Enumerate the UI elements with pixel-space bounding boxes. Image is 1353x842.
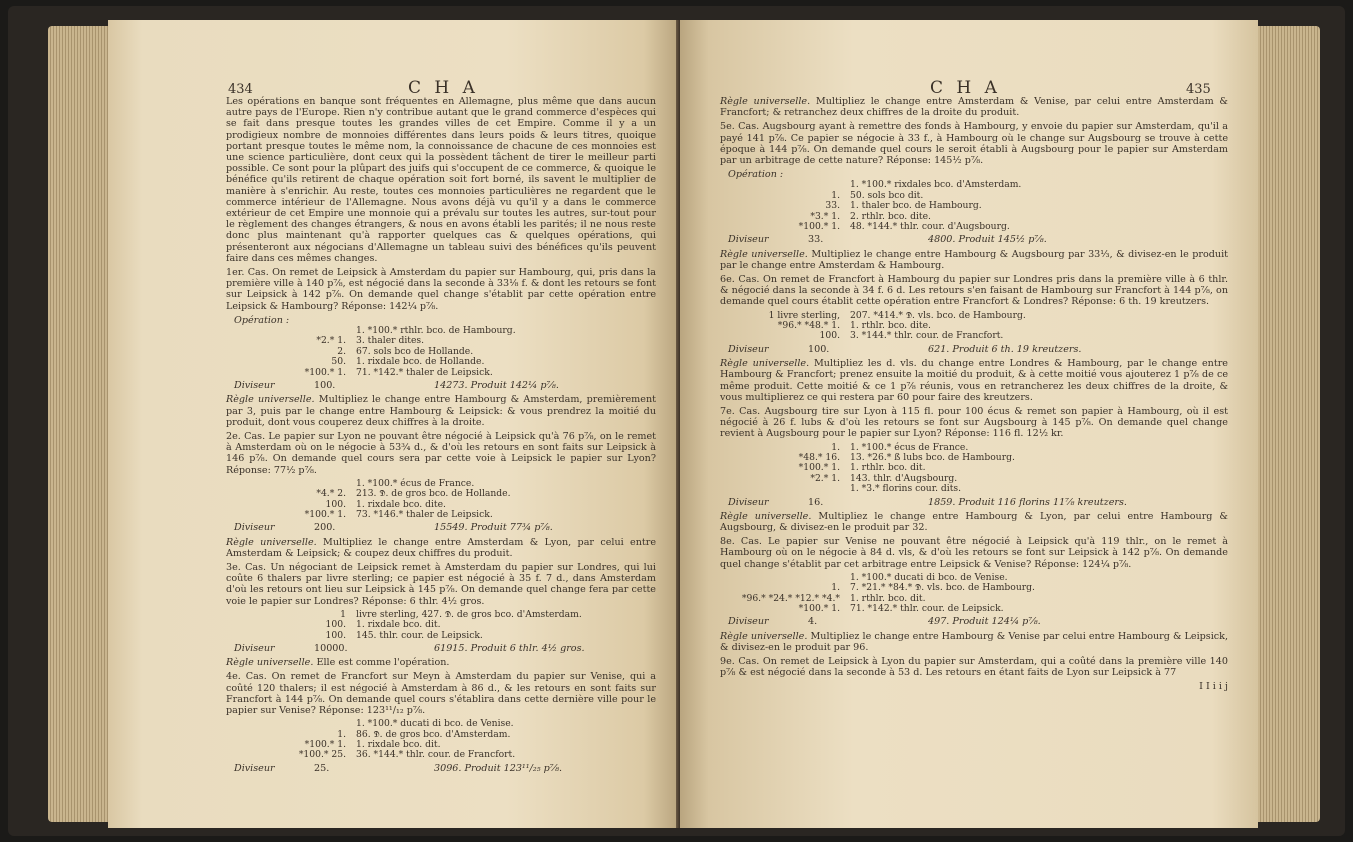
calc-factor: *100.* 25. (298, 749, 346, 761)
product-value: 15549. Produit 77¾ p⅞. (434, 522, 553, 534)
calc-factor: *48.* 16. (798, 451, 840, 463)
calc-row (226, 610, 656, 620)
calc-term: 73. *146.* thaler de Leipsick. (356, 508, 493, 520)
case-paragraph: 3e. Cas. Un négociant de Leipsick remet à Amsterdam du papier sur Londres, qui lui coûte 6 thalers par livre sterling; ce papier est négocié à 35 f. 7 d., dans Amsterdam d'où les retours ont lieu sur Leipsick à 145 p⅞. On demande quel change fera par cette voie le papier sur Londres? Réponse: 6 thlr. 4½ gros. (226, 561, 656, 607)
intro-paragraph: Les opérations en banque sont fréquentes en Allemagne, plus même que dans aucun autre pays de l'Europe. Rien n'y contribue autant que le grand commerce d'espèces qui se fait dans presque toutes les grandes villes de cet Empire. Comme il y a un prodigieux nombre de monnoies différentes dans leurs poids & leurs titres, quoique portant presque toutes le même nom, la connoissance de chacune de ces monnoies est une science particulière, dont ceux qui la possèdent tâchent de tirer le meilleur parti possible. Ce sont pour la plûpart des juifs qui s'occupent de ce commerce, & quoique le bénéfice qu'ils retirent de chaque opération soit fort borné, ils savent le multiplier de manière à s'enrichir. Au reste, toutes ces monnoies particulières ne regardent que le commerce intérieur de l'Allemagne. Nous avons déjà vu qu'il y a dans le commerce extérieur de cet Empire une monnoie qui a prévalu sur toutes les autres, sur-tout pour le règlement des changes étrangers, & nous en avons établi les parités; il ne nous reste donc plus maintenant qu'à rapporter quelques cas & quelques opérations, qui présenteront aux négocians d'Allemagne un tableau suivi des bénéfices qu'ils peuvent faire dans ces mêmes changes. (226, 96, 656, 264)
calc-factor: 1. (831, 582, 840, 594)
calc-term: livre sterling, 427. 𝕯. de gros bco. d'Amsterdam. (356, 608, 582, 620)
product-value: 497. Produit 124¼ p⅞. (928, 616, 1041, 628)
calc-factor: *96.* *48.* 1. (777, 320, 840, 332)
calc-term: 145. thlr. cour. de Leipsick. (356, 629, 483, 641)
calc-row (720, 453, 1228, 463)
operation-label: Opération : (234, 314, 290, 326)
calculation-block (720, 311, 1228, 342)
calc-term: 1. *100.* écus de France. (356, 477, 475, 489)
calc-factor: 1. (831, 441, 840, 453)
divisor-label: Diviseur (728, 343, 769, 355)
divisor-label: Diviseur (728, 616, 769, 628)
rule-label: Règle universelle. (226, 394, 315, 406)
calc-factor: 100. (325, 629, 346, 641)
rule-paragraph (226, 394, 656, 428)
calc-row (720, 474, 1228, 484)
rule-label: Règle universelle. (226, 536, 317, 548)
calc-factor: *96.* *24.* *12.* *4.* (741, 592, 840, 604)
divisor-label: Diviseur (234, 380, 275, 392)
calc-factor: 33. (825, 200, 840, 212)
calc-factor: 2. (337, 345, 346, 357)
calculation-block (720, 443, 1228, 495)
divisor-value: 10000. (314, 642, 348, 654)
calc-term: 7. *21.* *84.* 𝕯. vls. bco. de Hambourg. (850, 582, 1035, 594)
calc-term: 2. rthlr. bco. dite. (850, 210, 931, 222)
calc-row (226, 326, 656, 336)
rule-label: Règle universelle. (226, 657, 314, 669)
calc-row (226, 368, 656, 378)
rule-paragraph (720, 96, 1228, 118)
divisor-value: 33. (808, 234, 824, 246)
product-value: 1859. Produit 116 florins 11⅞ kreutzers. (928, 496, 1127, 508)
page-number: 434 (228, 82, 253, 97)
rule-text: Multipliez le change entre Amsterdam & Venise, par celui entre Amsterdam & Francfort; & retranchez deux chiffres de la droite du produit. (720, 96, 1228, 119)
product-value: 3096. Produit 123¹¹/₂₅ p⅞. (434, 762, 563, 774)
case-paragraph: 9e. Cas. On remet de Leipsick à Lyon du papier sur Amsterdam, qui a coûté dans la première ville 140 p⅞ & est négocié dans la seconde à 53 d. Les retours en étant faits de Lyon sur Leipsick à 77 (720, 656, 1228, 679)
calc-term: 1. *100.* rixdales bco. d'Amsterdam. (850, 179, 1022, 191)
rule-label: Règle universelle. (720, 510, 812, 522)
calc-term: 1. thaler bco. de Hambourg. (850, 200, 982, 212)
calc-factor: *100.* 1. (304, 366, 346, 378)
calc-factor: *4.* 2. (316, 488, 346, 500)
calc-term: 71. *142.* thaler de Leipsick. (356, 366, 493, 378)
divisor-label: Diviseur (234, 522, 275, 534)
divisor-label: Diviseur (234, 762, 275, 774)
calc-row (226, 750, 656, 760)
calc-term: 67. sols bco de Hollande. (356, 345, 474, 357)
divisor-line (720, 616, 1228, 627)
page-edges-left (48, 26, 108, 822)
calc-factor: *100.* 1. (798, 462, 840, 474)
divisor-line (226, 643, 656, 654)
rule-text: Multipliez le change entre Hambourg & Amsterdam, premièrement par 3, puis par le change entre Hambourg & Leipsick: & vous prendrez la moitié du produit, dont vous couperez deux chiffres à la droite. (226, 394, 656, 428)
calc-term: 1. rixdale bco. dit. (356, 739, 441, 751)
calc-term: 3. thaler dites. (356, 335, 425, 347)
calc-term: 48. *144.* thlr. cour. d'Augsbourg. (850, 221, 1010, 233)
divisor-line (720, 344, 1228, 355)
calc-factor: 100. (819, 330, 840, 342)
calc-factor: *100.* 1. (798, 221, 840, 233)
page-number: 435 (1186, 82, 1211, 97)
calc-row (720, 222, 1228, 232)
calc-factor: 1 (340, 608, 346, 620)
rule-text: Multipliez le change entre Hambourg & Augsbourg par 33⅓, & divisez-en le produit par le change entre Amsterdam & Hambourg. (720, 248, 1228, 271)
calc-term: 1. rixdale bco. dit. (356, 619, 441, 631)
calc-row (226, 510, 656, 520)
calc-term: 13. *26.* ß lubs bco. de Hambourg. (850, 451, 1015, 463)
calc-row (720, 180, 1228, 190)
calc-term: 1. rthlr. bco. dite. (850, 320, 931, 332)
calc-factor: 100. (325, 619, 346, 631)
divisor-label: Diviseur (234, 642, 275, 654)
divisor-line (720, 497, 1228, 508)
calc-term: 50. sols bco dit. (850, 189, 924, 201)
divisor-value: 25. (314, 762, 330, 774)
rule-text: Multipliez le change entre Hambourg & Venise par celui entre Hambourg & Leipsick, & divisez-en le produit par 96. (720, 630, 1229, 653)
divisor-value: 200. (314, 522, 336, 534)
calc-factor: *100.* 1. (304, 739, 346, 751)
calc-row (720, 604, 1228, 614)
divisor-line (720, 234, 1228, 245)
calc-row (226, 730, 656, 740)
calc-factor: 1 livre sterling, (768, 309, 840, 321)
case-paragraph: 8e. Cas. Le papier sur Venise ne pouvant être négocié à Leipsick qu'à 119 thlr., on le remet à Hambourg où on le négocie à 84 d. vls, & d'où les retours se font sur Leipsick à 142 p⅞. On demande quel change s'établit par cet arbitrage entre Leipsick & Venise? Réponse: 124¼ p⅞. (720, 536, 1228, 570)
calculation-block (720, 573, 1228, 615)
calc-factor: *100.* 1. (798, 602, 840, 614)
rule-text: Multipliez le change entre Hambourg & Lyon, par celui entre Hambourg & Augsbourg, & divisez-en le produit par 32. (720, 510, 1228, 533)
left-page (108, 20, 678, 828)
open-book (8, 6, 1345, 836)
operation-label: Opération : (728, 169, 784, 181)
product-value: 61915. Produit 6 thlr. 4½ gros. (434, 642, 585, 654)
calc-factor (720, 484, 850, 494)
case-paragraph: 2e. Cas. Le papier sur Lyon ne pouvant être négocié à Leipsick qu'à 76 p⅞, on le remet à Amsterdam où on le négocie à 53¾ d., & d'où les retours en sont faits sur Leipsick à 146 p⅞. On demande quel cours sera par cette voie à Leipsick le papier sur Lyon? Réponse: 77½ p⅞. (226, 430, 656, 476)
rule-text: Elle est comme l'opération. (316, 657, 450, 669)
divisor-label: Diviseur (728, 234, 769, 246)
rule-label: Règle universelle. (720, 96, 811, 107)
divisor-line (226, 763, 656, 774)
calc-term: 143. thlr. d'Augsbourg. (850, 472, 958, 484)
product-value: 4800. Produit 145½ p⅞. (928, 234, 1047, 246)
calc-row (720, 463, 1228, 473)
calc-term: 213. 𝕯. de gros bco. de Hollande. (356, 488, 511, 500)
calc-term: 71. *142.* thlr. cour. de Leipsick. (850, 602, 1004, 614)
calculation-block (720, 180, 1228, 232)
case-paragraph: 4e. Cas. On remet de Francfort sur Meyn à Amsterdam du papier sur Venise, qui a coûté 120 thalers; il est négocié à Amsterdam à 86 d., & les retours en sont faits sur Francfort à 144 p⅞. On demande quel cours s'établira dans cette dernière ville pour le papier sur Venise? Réponse: 123¹¹/₁₂ p⅞. (226, 671, 656, 716)
divisor-label: Diviseur (728, 496, 769, 508)
calculation-block (226, 326, 656, 378)
calc-factor: *2.* 1. (810, 472, 840, 484)
divisor-line (226, 522, 656, 533)
rule-paragraph (720, 249, 1228, 271)
calc-term: 1. *100.* écus de France. (850, 441, 969, 453)
divisor-value: 100. (808, 343, 830, 355)
rule-paragraph (226, 657, 656, 668)
calc-factor: *100.* 1. (304, 508, 346, 520)
calc-row (720, 331, 1228, 341)
calc-term: 1. *100.* rthlr. bco. de Hambourg. (356, 325, 516, 337)
calc-term: 86. 𝕯. de gros bco. d'Amsterdam. (356, 728, 511, 740)
calc-term: 3. *144.* thlr. cour. de Francfort. (850, 330, 1004, 342)
calc-term: 36. *144.* thlr. cour. de Francfort. (356, 749, 516, 761)
case-paragraph: 7e. Cas. Augsbourg tire sur Lyon à 115 fl. pour 100 écus & remet son papier à Hambourg, où il est négocié à 26 f. lubs & d'où les retours se font sur Augsbourg à 145 p⅞. On demande quel change revient à Augsbourg pour le papier sur Lyon? Réponse: 116 fl. 12½ kr. (720, 405, 1228, 440)
calc-term: 1. rthlr. bco. dit. (850, 462, 926, 474)
calc-term: 1. rthlr. bco. dit. (850, 592, 926, 604)
rule-paragraph (720, 631, 1228, 653)
calc-term: 1. *100.* ducati di bco. de Venise. (850, 571, 1008, 583)
calc-factor: *3.* 1. (810, 210, 840, 222)
running-head: C H A (408, 78, 479, 98)
divisor-value: 100. (314, 380, 336, 392)
rule-text: Multipliez le change entre Amsterdam & Lyon, par celui entre Amsterdam & Leipsick; & coupez deux chiffres du produit. (226, 536, 656, 559)
calculation-block (226, 719, 656, 761)
calc-factor: 100. (325, 498, 346, 510)
page-edges-right (1258, 26, 1320, 822)
right-page (680, 20, 1258, 828)
rule-label: Règle universelle. (720, 248, 808, 260)
calc-term: 1. *3.* florins cour. dits. (850, 483, 962, 495)
product-value: 621. Produit 6 th. 19 kreutzers. (928, 343, 1082, 355)
calc-row (720, 484, 1228, 494)
product-value: 14273. Produit 142¼ p⅞. (434, 380, 559, 392)
running-head: C H A (930, 78, 1001, 98)
rule-text: Multipliez les d. vls. du change entre Londres & Hambourg, par le change entre Hambourg & Francfort; prenez ensuite la moitié du produit, & à cette moitié vous ajouterez 1 p⅞ de ce même produit. Cette moitié & ce 1 p⅞ réunis, vous en retrancherez les deux chiffres de la droite, & vous multiplierez ce qui restera par 60 pour faire des kreutzers. (720, 358, 1228, 403)
calc-factor: 50. (331, 356, 346, 368)
case-paragraph: 6e. Cas. On remet de Francfort à Hambourg du papier sur Londres pris dans la première ville à 6 thlr. & négocié dans la seconde à 34 f. 6 d. Les retours s'en faisant de Hambourg sur Francfort à 144 p⅞, on demande quel cours établit cette opération entre Francfort & Londres? Réponse: 6 th. 19 kreutzers. (720, 274, 1228, 308)
calc-term: 1. *100.* ducati di bco. de Venise. (356, 718, 514, 730)
case-paragraph: 5e. Cas. Augsbourg ayant à remettre des fonds à Hambourg, y envoie du papier sur Amsterdam, qu'il a payé 141 p⅞. Ce papier se négocie à 33 f., à Hambourg où le change sur Augsbourg se trouve à cette époque à 144 p⅞. On demande quel cours le seroit établi à Augsbourg pour le papier sur Amsterdam par un arbitrage de cette nature? Réponse: 145½ p⅞. (720, 121, 1228, 167)
calc-row (720, 201, 1228, 211)
divisor-value: 4. (808, 616, 818, 628)
calc-factor: 1. (831, 189, 840, 201)
rule-paragraph (226, 537, 656, 559)
calc-factor: 1. (337, 728, 346, 740)
case-paragraph: 1er. Cas. On remet de Leipsick à Amsterdam du papier sur Hambourg, qui, pris dans la première ville à 140 p⅞, est négocié dans la seconde à 33⅛ f. & dont les retours se font sur Leipsick à 142 p⅞. On demande quel change s'établit par cette opération entre Leipsick & Hambourg? Réponse: 142¼ p⅞. (226, 267, 656, 312)
calc-factor: *2.* 1. (316, 335, 346, 347)
calc-row (226, 631, 656, 641)
signature-mark: I I i i j (1199, 681, 1228, 693)
rule-paragraph (720, 358, 1228, 403)
calc-term: 207. *414.* 𝕯. vls. bco. de Hambourg. (850, 309, 1026, 321)
divisor-value: 16. (808, 496, 824, 508)
rule-paragraph (720, 511, 1228, 533)
rule-label: Règle universelle. (720, 358, 810, 370)
calc-term: 1. rixdale bco. de Hollande. (356, 356, 485, 368)
calc-term: 1. rixdale bco. dite. (356, 498, 446, 510)
page-text (226, 96, 656, 774)
divisor-line (226, 380, 656, 391)
calculation-block (226, 610, 656, 641)
calculation-block (226, 479, 656, 521)
rule-label: Règle universelle. (720, 630, 808, 642)
calc-row (226, 489, 656, 499)
page-text (720, 96, 1228, 693)
